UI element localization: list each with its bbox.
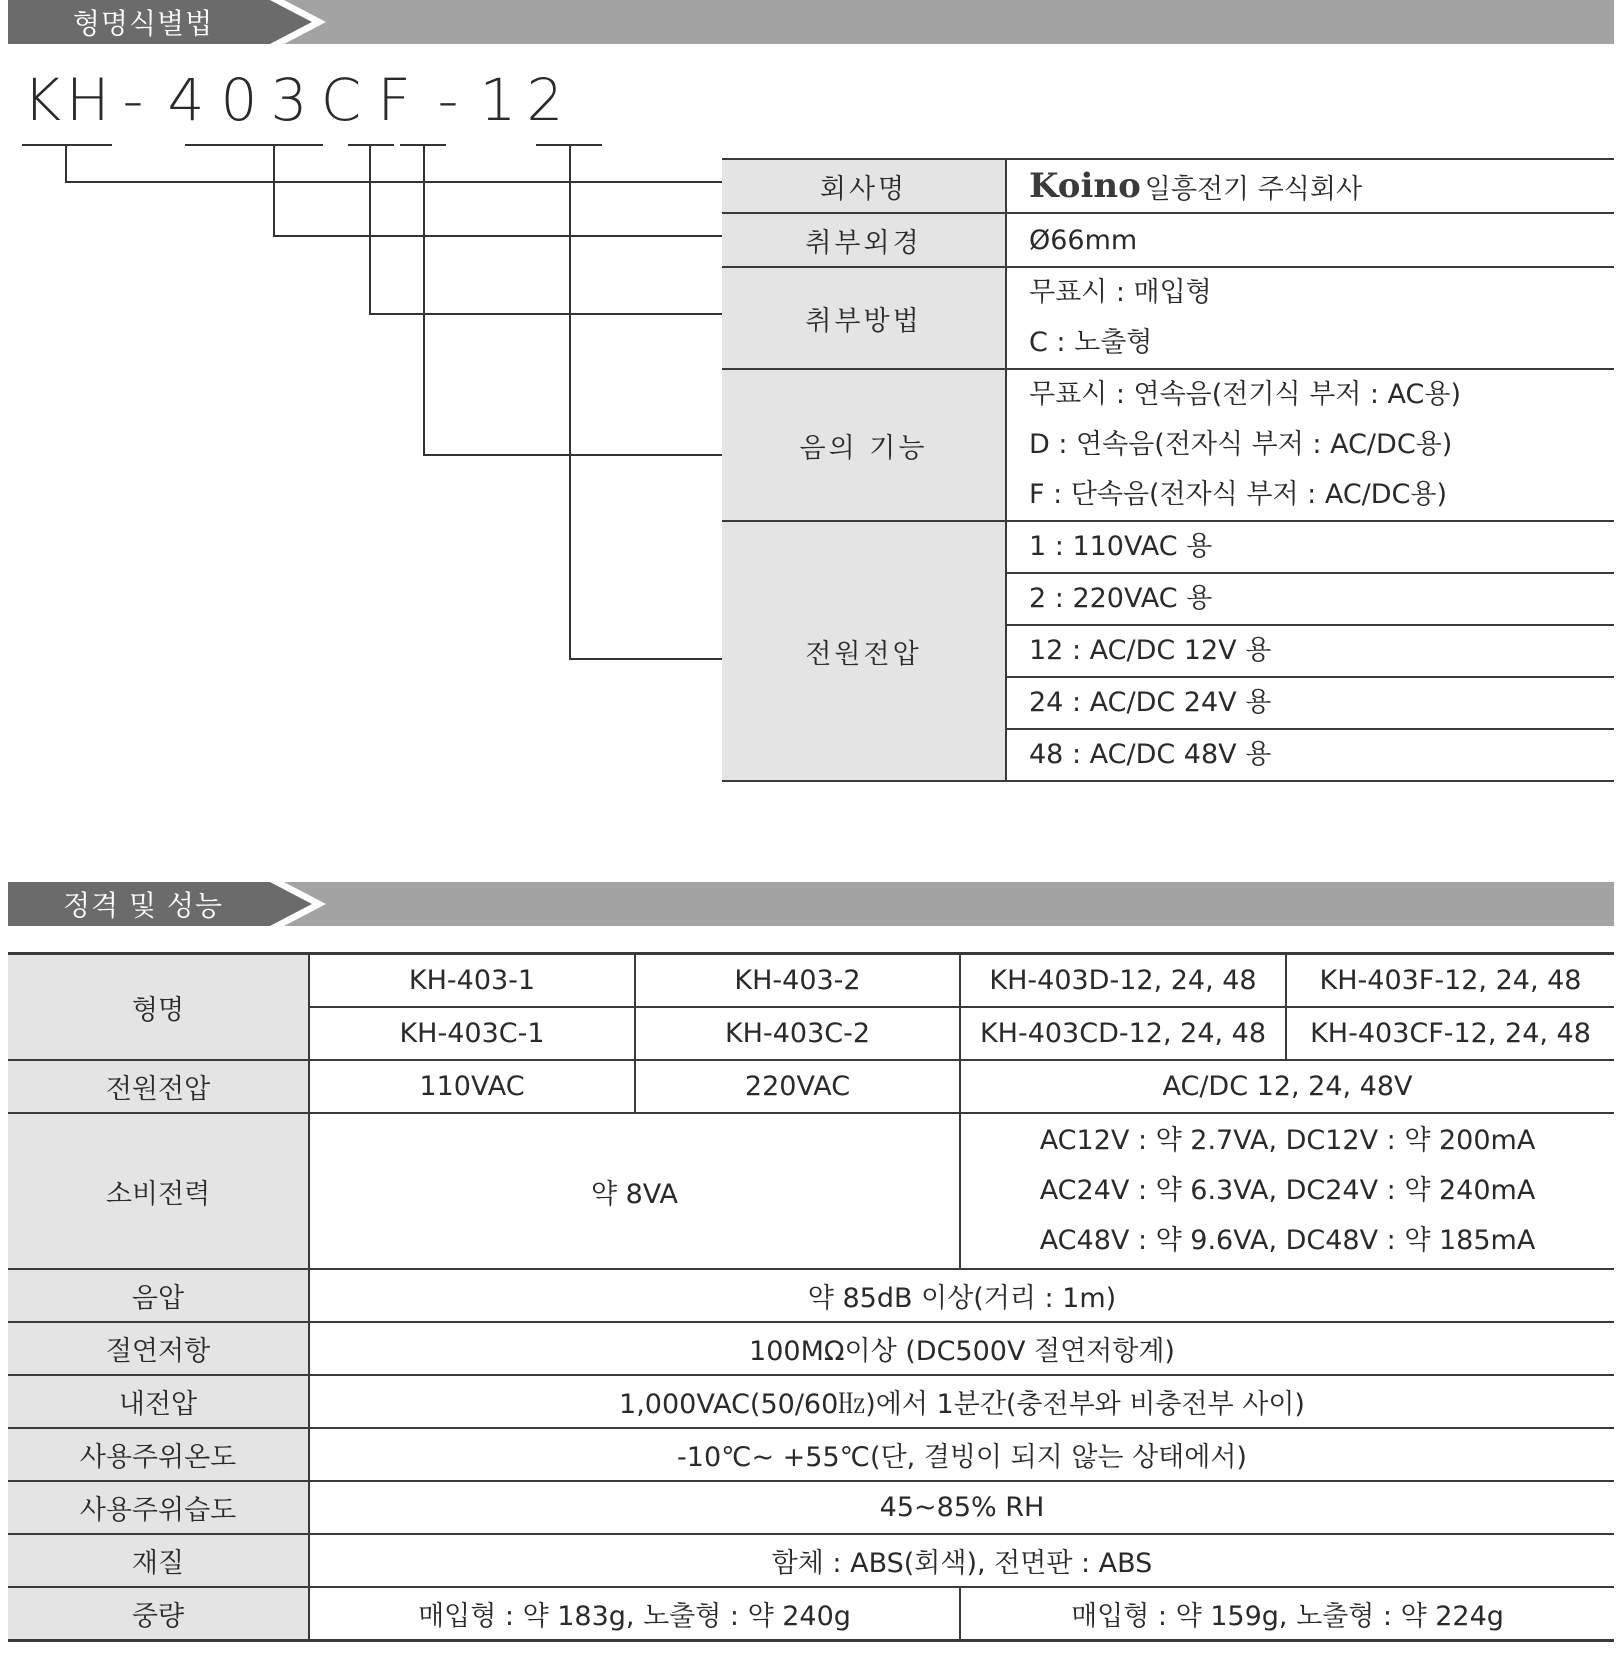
table-cell: 매입형 : 약 159g, 노출형 : 약 224g xyxy=(960,1587,1614,1641)
section-title: 정격 및 성능 xyxy=(62,889,224,922)
table-cell: 100MΩ이상 (DC500V 절연저항계) xyxy=(309,1322,1614,1375)
table-cell: KH-403C-2 xyxy=(635,1007,960,1060)
table-row xyxy=(8,1587,1614,1641)
table-row xyxy=(722,213,1614,267)
table-row xyxy=(8,1375,1614,1428)
model-code-table xyxy=(722,158,1614,782)
code-char: C xyxy=(320,66,366,134)
table-cell: 약 85dB 이상(거리 : 1m) xyxy=(309,1269,1614,1322)
code-char: H xyxy=(66,66,114,134)
option-line: F : 단속음(전자식 부저 : AC/DC용) xyxy=(1029,479,1448,510)
table-row xyxy=(722,159,1614,213)
table-cell xyxy=(960,1113,1614,1269)
row-label: 전원전압 xyxy=(8,1060,309,1113)
option-line: 무표시 : 연속음(전기식 부저 : AC용) xyxy=(1029,379,1462,410)
spec-table xyxy=(8,952,1614,1642)
table-row xyxy=(722,521,1614,573)
table-cell: KH-403CF-12, 24, 48 xyxy=(1286,1007,1614,1060)
table-cell: KH-403D-12, 24, 48 xyxy=(960,954,1286,1008)
row-label: 취부외경 xyxy=(722,213,1006,267)
row-label: 사용주위습도 xyxy=(8,1481,309,1534)
table-cell: 함체 : ABS(회색), 전면판 : ABS xyxy=(309,1534,1614,1587)
table-row xyxy=(8,1060,1614,1113)
table-row xyxy=(722,267,1614,369)
section-title: 형명식별법 xyxy=(72,7,214,40)
table-cell: KH-403CD-12, 24, 48 xyxy=(960,1007,1286,1060)
table-cell: KH-403F-12, 24, 48 xyxy=(1286,954,1614,1008)
row-label: 절연저항 xyxy=(8,1322,309,1375)
table-cell: 110VAC xyxy=(309,1060,635,1113)
brand-logo: Koino xyxy=(1029,166,1141,206)
power-line: AC24V : 약 6.3VA, DC24V : 약 240mA xyxy=(1039,1175,1536,1206)
table-cell: AC/DC 12, 24, 48V xyxy=(960,1060,1614,1113)
row-value: 24 : AC/DC 24V 용 xyxy=(1006,677,1614,729)
row-label: 사용주위온도 xyxy=(8,1428,309,1481)
row-label: 형명 xyxy=(8,954,309,1061)
table-row xyxy=(8,1481,1614,1534)
option-line: 무표시 : 매입형 xyxy=(1029,277,1212,308)
row-label: 소비전력 xyxy=(8,1113,309,1269)
row-value: 1 : 110VAC 용 xyxy=(1006,521,1614,573)
row-label: 중량 xyxy=(8,1587,309,1641)
row-label: 내전압 xyxy=(8,1375,309,1428)
code-char: - xyxy=(437,66,463,134)
company-name: 일흥전기 주식회사 xyxy=(1144,173,1363,205)
company-cell xyxy=(1006,159,1614,213)
row-value: 12 : AC/DC 12V 용 xyxy=(1006,625,1614,677)
row-label: 회사명 xyxy=(722,159,1006,213)
table-cell: 약 8VA xyxy=(309,1113,960,1269)
table-cell: 1,000VAC(50/60㎐)에서 1분간(충전부와 비충전부 사이) xyxy=(309,1375,1614,1428)
table-row xyxy=(722,369,1614,521)
table-row xyxy=(8,1113,1614,1269)
table-row xyxy=(8,1534,1614,1587)
code-char: - xyxy=(122,66,148,134)
row-value: 48 : AC/DC 48V 용 xyxy=(1006,729,1614,781)
table-cell: 220VAC xyxy=(635,1060,960,1113)
power-line: AC12V : 약 2.7VA, DC12V : 약 200mA xyxy=(1039,1125,1536,1156)
code-char: 0 xyxy=(220,66,262,134)
row-label: 음의 기능 xyxy=(722,369,1006,521)
row-value: Ø66mm xyxy=(1006,213,1614,267)
row-label: 전원전압 xyxy=(722,521,1006,781)
power-line: AC48V : 약 9.6VA, DC48V : 약 185mA xyxy=(1039,1225,1536,1256)
code-char: F xyxy=(377,66,415,134)
code-char: 1 xyxy=(479,66,521,134)
table-row xyxy=(8,1428,1614,1481)
section-banner-spec xyxy=(8,882,1614,926)
row-label: 음압 xyxy=(8,1269,309,1322)
row-label: 취부방법 xyxy=(722,267,1006,369)
table-row xyxy=(8,1322,1614,1375)
row-label: 재질 xyxy=(8,1534,309,1587)
option-line: C : 노출형 xyxy=(1029,327,1153,358)
code-char: K xyxy=(22,66,66,134)
option-line: D : 연속음(전자식 부저 : AC/DC용) xyxy=(1029,429,1453,460)
row-value: 2 : 220VAC 용 xyxy=(1006,573,1614,625)
table-cell: KH-403C-1 xyxy=(309,1007,635,1060)
code-connector-lines xyxy=(0,0,740,680)
code-char: 3 xyxy=(270,66,312,134)
code-char: 2 xyxy=(526,66,568,134)
table-cell: 45~85% RH xyxy=(309,1481,1614,1534)
row-value xyxy=(1006,267,1614,369)
row-value xyxy=(1006,369,1614,521)
table-cell: -10℃~ +55℃(단, 결빙이 되지 않는 상태에서) xyxy=(309,1428,1614,1481)
table-cell: KH-403-1 xyxy=(309,954,635,1008)
table-cell: 매입형 : 약 183g, 노출형 : 약 240g xyxy=(309,1587,960,1641)
table-row xyxy=(8,954,1614,1008)
code-char: 4 xyxy=(167,66,209,134)
table-row xyxy=(8,1269,1614,1322)
table-cell: KH-403-2 xyxy=(635,954,960,1008)
